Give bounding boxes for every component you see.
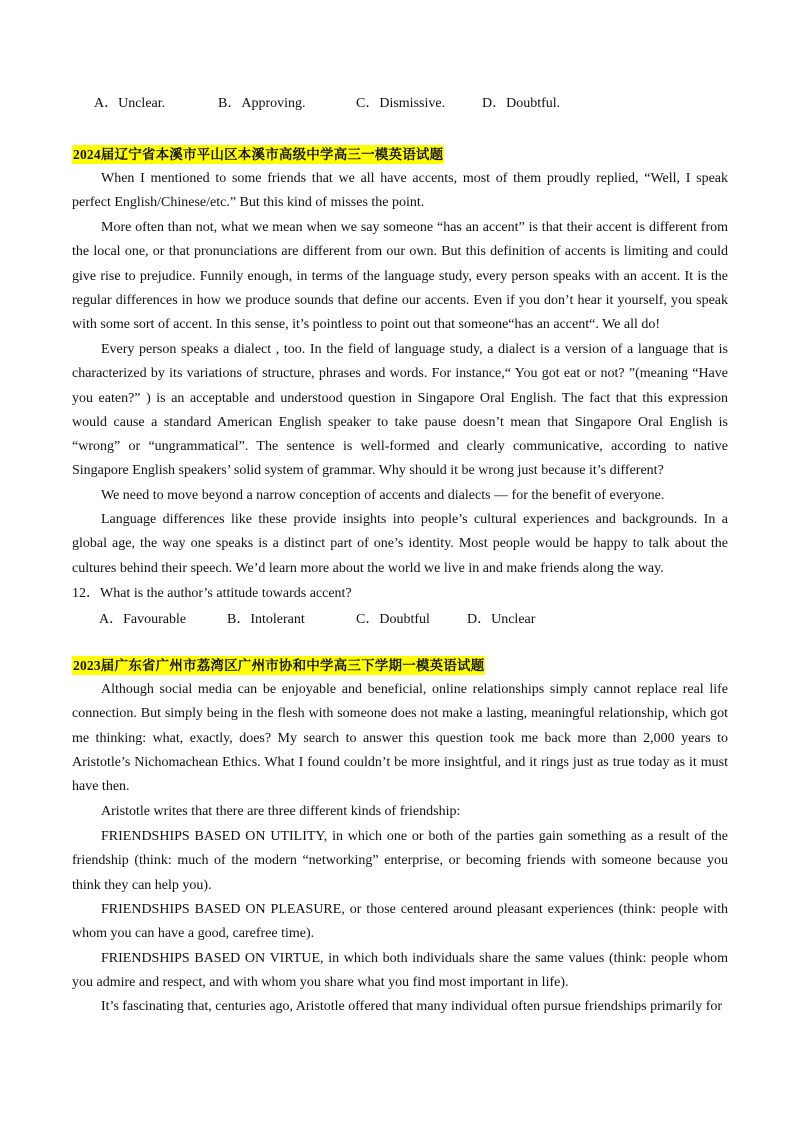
q12-option-a: A．Favourable xyxy=(99,612,187,627)
section1-heading: 2024届辽宁省本溪市平山区本溪市高级中学高三一模英语试题 xyxy=(73,147,444,162)
section1-paragraph-1: When I mentioned to some friends that we all have accents, most of them proudly replied, “Well, I speak perfect English/Chinese/etc.” But this kind of misses the point. xyxy=(72,171,728,211)
section2-heading: 2023届广东省广州市荔湾区广州市协和中学高三下学期一模英语试题 xyxy=(73,658,485,673)
top-option-b: B．Approving. xyxy=(218,96,306,111)
top-option-a: A．Unclear. xyxy=(94,96,166,111)
top-options-row xyxy=(0,92,800,116)
section1-paragraph-5: Language differences like these provide insights into people’s cultural experiences and backgrounds. In a global age, the way one speaks is a distinct part of one’s identity. Most people would be happy to talk about the cultures behind their speech. We’d learn more about the world we live in and make friends along the way. xyxy=(72,512,728,576)
q12-option-b: B．Intolerant xyxy=(227,612,305,627)
section2-paragraph-6: It’s fascinating that, centuries ago, Aristotle offered that many individual often pursue friendships primarily for xyxy=(101,999,723,1014)
top-option-c: C．Dismissive. xyxy=(356,96,446,111)
section2-paragraph-2: Aristotle writes that there are three different kinds of friendship: xyxy=(101,804,461,819)
top-option-d: D．Doubtful. xyxy=(482,96,561,111)
question-12-options xyxy=(0,608,800,632)
section2-paragraph-4: FRIENDSHIPS BASED ON PLEASURE, or those centered around pleasant experiences (think: people with whom you can have a good, carefree time). xyxy=(72,902,728,942)
q12-option-c: C．Doubtful xyxy=(356,612,430,627)
section2-paragraph-3: FRIENDSHIPS BASED ON UTILITY, in which one or both of the parties gain something as a result of the friendship (think: much of the modern “networking” enterprise, or becoming friends with someone because you think they can help you). xyxy=(72,829,728,893)
section2-paragraph-1: Although social media can be enjoyable and beneficial, online relationships simply cannot replace real life connection. But simply being in the flesh with someone does not make a lasting, meaningful relationship, which got me thinking: what, exactly, does? My search to answer this question took me back more than 2,000 years to Aristotle’s Nichomachean Ethics. What I found couldn’t be more insightful, and it rings just as true today as it must have then. xyxy=(72,682,728,795)
question-12: 12．What is the author’s attitude towards accent? xyxy=(72,586,352,601)
q12-option-d: D．Unclear xyxy=(467,612,536,627)
section2-paragraph-5: FRIENDSHIPS BASED ON VIRTUE, in which both individuals share the same values (think: people whom you admire and respect, and with whom you share what you find most important in life). xyxy=(72,951,728,991)
section1-paragraph-2: More often than not, what we mean when we say someone “has an accent” is that their accent is different from the local one, or that pronunciations are different from our own. But this definition of accents is limiting and could give rise to prejudice. Funnily enough, in terms of the language study, every person speaks with an accent. It is the regular differences in how we produce sounds that define our accents. Even if you don’t hear it yourself, you speak with some sort of accent. In this sense, it’s pointless to point out that someone“has an accent“. We all do! xyxy=(72,220,728,333)
section1-paragraph-3: Every person speaks a dialect , too. In the field of language study, a dialect is a version of a language that is characterized by its variations of structure, phrases and words. For instance,“ You got eat or not? ”(meaning “Have you eaten?” ) is an acceptable and understood question in Singapore Oral English. The fact that this expression would cause a standard American English speaker to take pause doesn’t mean that Singapore Oral English is “wrong” or “ungrammatical”. The sentence is well-formed and clearly communicative, according to native Singapore English speakers’ solid system of grammar. Why should it be wrong just because it’s different? xyxy=(72,342,728,479)
section1-paragraph-4: We need to move beyond a narrow conception of accents and dialects — for the benefit of everyone. xyxy=(101,488,665,503)
